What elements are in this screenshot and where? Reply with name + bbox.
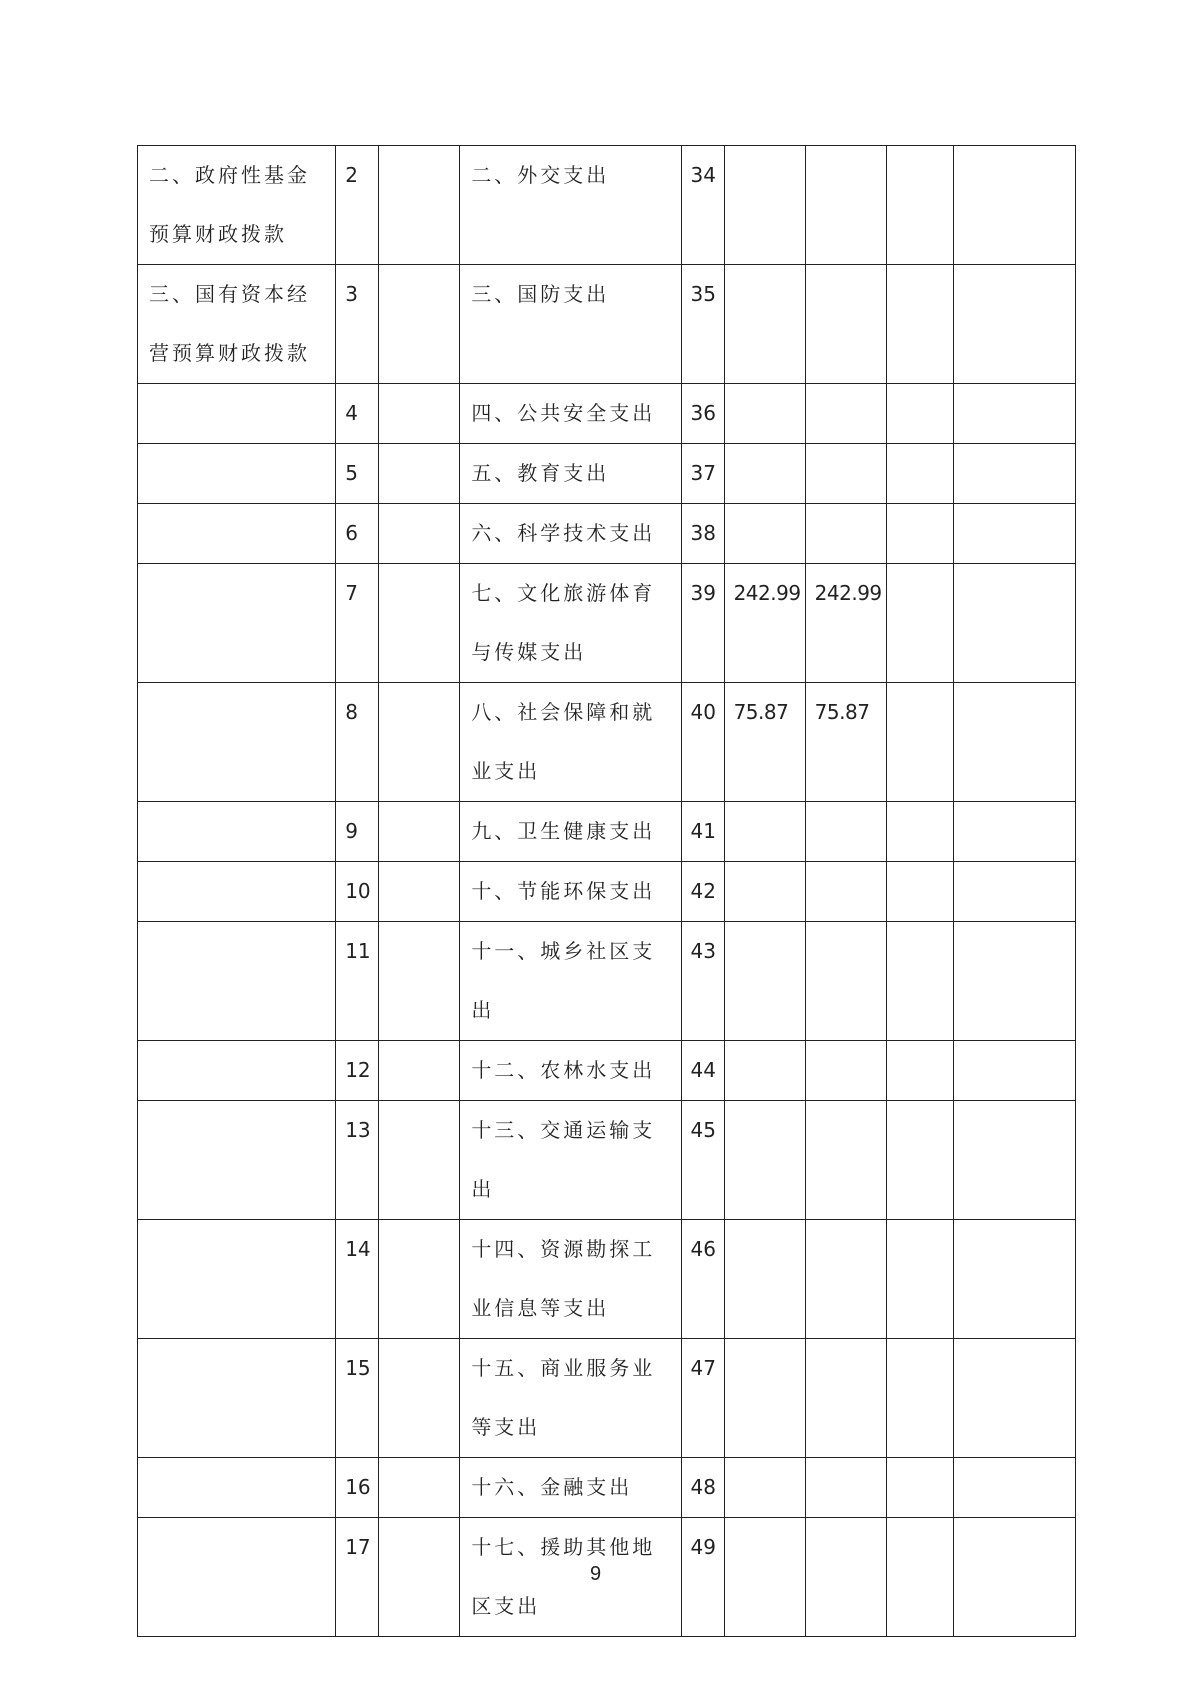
table-row (138, 802, 1076, 862)
amount-cell-4 (953, 1101, 1075, 1220)
income-line-number-cell: 9 (336, 802, 379, 862)
amount-cell-1 (724, 504, 805, 564)
expense-line-number-cell: 40 (681, 683, 724, 802)
income-line-number-cell: 15 (336, 1339, 379, 1458)
amount-cell-2 (805, 1220, 886, 1339)
expense-line-number-cell: 37 (681, 444, 724, 504)
amount-cell-3 (886, 504, 953, 564)
amount-cell-2: 242.99 (805, 564, 886, 683)
income-item-cell (138, 564, 336, 683)
expense-item-cell: 十、节能环保支出 (460, 862, 681, 922)
amount-cell-4 (953, 1041, 1075, 1101)
budget-table (137, 145, 1076, 1637)
expense-item-cell: 四、公共安全支出 (460, 384, 681, 444)
table-row (138, 1101, 1076, 1220)
expense-item-cell: 十六、金融支出 (460, 1458, 681, 1518)
expense-line-number-cell: 36 (681, 384, 724, 444)
income-item-cell (138, 1220, 336, 1339)
expense-item-cell: 六、科学技术支出 (460, 504, 681, 564)
amount-cell-3 (886, 1220, 953, 1339)
table-row (138, 1339, 1076, 1458)
amount-cell-1 (724, 444, 805, 504)
income-amount-cell (379, 802, 460, 862)
amount-cell-1 (724, 384, 805, 444)
amount-cell-4 (953, 265, 1075, 384)
expense-line-number-cell: 39 (681, 564, 724, 683)
amount-cell-4 (953, 862, 1075, 922)
amount-cell-1 (724, 146, 805, 265)
amount-cell-4 (953, 1220, 1075, 1339)
expense-line-number-cell: 44 (681, 1041, 724, 1101)
income-line-number-cell: 6 (336, 504, 379, 564)
amount-cell-3 (886, 444, 953, 504)
table-row (138, 683, 1076, 802)
amount-cell-4 (953, 146, 1075, 265)
amount-cell-3 (886, 802, 953, 862)
income-item-cell (138, 922, 336, 1041)
expense-line-number-cell: 42 (681, 862, 724, 922)
amount-cell-4 (953, 1458, 1075, 1518)
amount-cell-3 (886, 384, 953, 444)
income-line-number-cell: 5 (336, 444, 379, 504)
amount-cell-4 (953, 802, 1075, 862)
income-line-number-cell: 3 (336, 265, 379, 384)
amount-cell-4 (953, 1339, 1075, 1458)
amount-cell-2 (805, 1339, 886, 1458)
amount-cell-4 (953, 922, 1075, 1041)
income-item-cell (138, 683, 336, 802)
amount-cell-3 (886, 564, 953, 683)
expense-item-cell: 十一、城乡社区支出 (460, 922, 681, 1041)
amount-cell-4 (953, 683, 1075, 802)
expense-line-number-cell: 35 (681, 265, 724, 384)
income-amount-cell (379, 862, 460, 922)
expense-line-number-cell: 41 (681, 802, 724, 862)
expense-item-cell: 七、文化旅游体育与传媒支出 (460, 564, 681, 683)
table-row (138, 1458, 1076, 1518)
amount-cell-3 (886, 683, 953, 802)
expense-line-number-cell: 43 (681, 922, 724, 1041)
expense-item-cell: 二、外交支出 (460, 146, 681, 265)
income-line-number-cell: 12 (336, 1041, 379, 1101)
amount-cell-3 (886, 1339, 953, 1458)
income-amount-cell (379, 146, 460, 265)
income-amount-cell (379, 1458, 460, 1518)
amount-cell-2: 75.87 (805, 683, 886, 802)
income-item-cell (138, 1041, 336, 1101)
expense-item-cell: 十三、交通运输支出 (460, 1101, 681, 1220)
income-item-cell (138, 802, 336, 862)
expense-line-number-cell: 46 (681, 1220, 724, 1339)
income-item-cell (138, 504, 336, 564)
amount-cell-4 (953, 444, 1075, 504)
amount-cell-1 (724, 1220, 805, 1339)
income-item-cell (138, 1339, 336, 1458)
expense-item-cell: 五、教育支出 (460, 444, 681, 504)
expense-item-cell: 十五、商业服务业等支出 (460, 1339, 681, 1458)
table-row (138, 862, 1076, 922)
amount-cell-1 (724, 802, 805, 862)
table-row (138, 384, 1076, 444)
income-line-number-cell: 2 (336, 146, 379, 265)
table-row (138, 564, 1076, 683)
amount-cell-3 (886, 922, 953, 1041)
expense-item-cell: 八、社会保障和就业支出 (460, 683, 681, 802)
income-amount-cell (379, 504, 460, 564)
table-row (138, 265, 1076, 384)
amount-cell-2 (805, 444, 886, 504)
amount-cell-4 (953, 384, 1075, 444)
income-amount-cell (379, 1041, 460, 1101)
income-amount-cell (379, 564, 460, 683)
expense-item-cell: 三、国防支出 (460, 265, 681, 384)
table-row (138, 1220, 1076, 1339)
amount-cell-1: 242.99 (724, 564, 805, 683)
income-line-number-cell: 16 (336, 1458, 379, 1518)
income-amount-cell (379, 1339, 460, 1458)
income-line-number-cell: 10 (336, 862, 379, 922)
amount-cell-1 (724, 265, 805, 384)
income-line-number-cell: 11 (336, 922, 379, 1041)
amount-cell-4 (953, 504, 1075, 564)
income-amount-cell (379, 683, 460, 802)
expense-line-number-cell: 34 (681, 146, 724, 265)
amount-cell-2 (805, 504, 886, 564)
income-amount-cell (379, 1220, 460, 1339)
income-item-cell (138, 444, 336, 504)
amount-cell-3 (886, 862, 953, 922)
amount-cell-1 (724, 1041, 805, 1101)
income-amount-cell (379, 265, 460, 384)
income-item-cell (138, 384, 336, 444)
amount-cell-2 (805, 1101, 886, 1220)
expense-line-number-cell: 49 (681, 1518, 724, 1637)
amount-cell-1 (724, 922, 805, 1041)
expense-line-number-cell: 45 (681, 1101, 724, 1220)
income-line-number-cell: 7 (336, 564, 379, 683)
amount-cell-3 (886, 1458, 953, 1518)
amount-cell-4 (953, 564, 1075, 683)
amount-cell-2 (805, 862, 886, 922)
expense-item-cell: 十四、资源勘探工业信息等支出 (460, 1220, 681, 1339)
income-item-cell: 三、国有资本经营预算财政拨款 (138, 265, 336, 384)
amount-cell-3 (886, 1101, 953, 1220)
table-row (138, 146, 1076, 265)
table-row (138, 504, 1076, 564)
income-line-number-cell: 4 (336, 384, 379, 444)
amount-cell-2 (805, 922, 886, 1041)
table-row (138, 922, 1076, 1041)
income-item-cell (138, 862, 336, 922)
income-line-number-cell: 14 (336, 1220, 379, 1339)
amount-cell-2 (805, 802, 886, 862)
amount-cell-1 (724, 1101, 805, 1220)
amount-cell-2 (805, 1458, 886, 1518)
table-row (138, 444, 1076, 504)
income-line-number-cell: 13 (336, 1101, 379, 1220)
amount-cell-1: 75.87 (724, 683, 805, 802)
expense-line-number-cell: 48 (681, 1458, 724, 1518)
income-item-cell (138, 1101, 336, 1220)
page-number: 9 (589, 1563, 602, 1585)
income-line-number-cell: 17 (336, 1518, 379, 1637)
amount-cell-1 (724, 862, 805, 922)
income-amount-cell (379, 1101, 460, 1220)
expense-item-cell: 十二、农林水支出 (460, 1041, 681, 1101)
income-item-cell (138, 1458, 336, 1518)
expense-line-number-cell: 47 (681, 1339, 724, 1458)
income-amount-cell (379, 922, 460, 1041)
amount-cell-2 (805, 146, 886, 265)
income-amount-cell (379, 444, 460, 504)
amount-cell-2 (805, 384, 886, 444)
amount-cell-2 (805, 1041, 886, 1101)
amount-cell-3 (886, 1041, 953, 1101)
income-item-cell: 二、政府性基金预算财政拨款 (138, 146, 336, 265)
expense-item-cell: 十七、援助其他地区支出 (460, 1518, 681, 1637)
amount-cell-3 (886, 146, 953, 265)
amount-cell-3 (886, 265, 953, 384)
income-line-number-cell: 8 (336, 683, 379, 802)
expense-line-number-cell: 38 (681, 504, 724, 564)
amount-cell-1 (724, 1458, 805, 1518)
expense-item-cell: 九、卫生健康支出 (460, 802, 681, 862)
amount-cell-2 (805, 265, 886, 384)
income-amount-cell (379, 384, 460, 444)
amount-cell-1 (724, 1339, 805, 1458)
table-row (138, 1041, 1076, 1101)
